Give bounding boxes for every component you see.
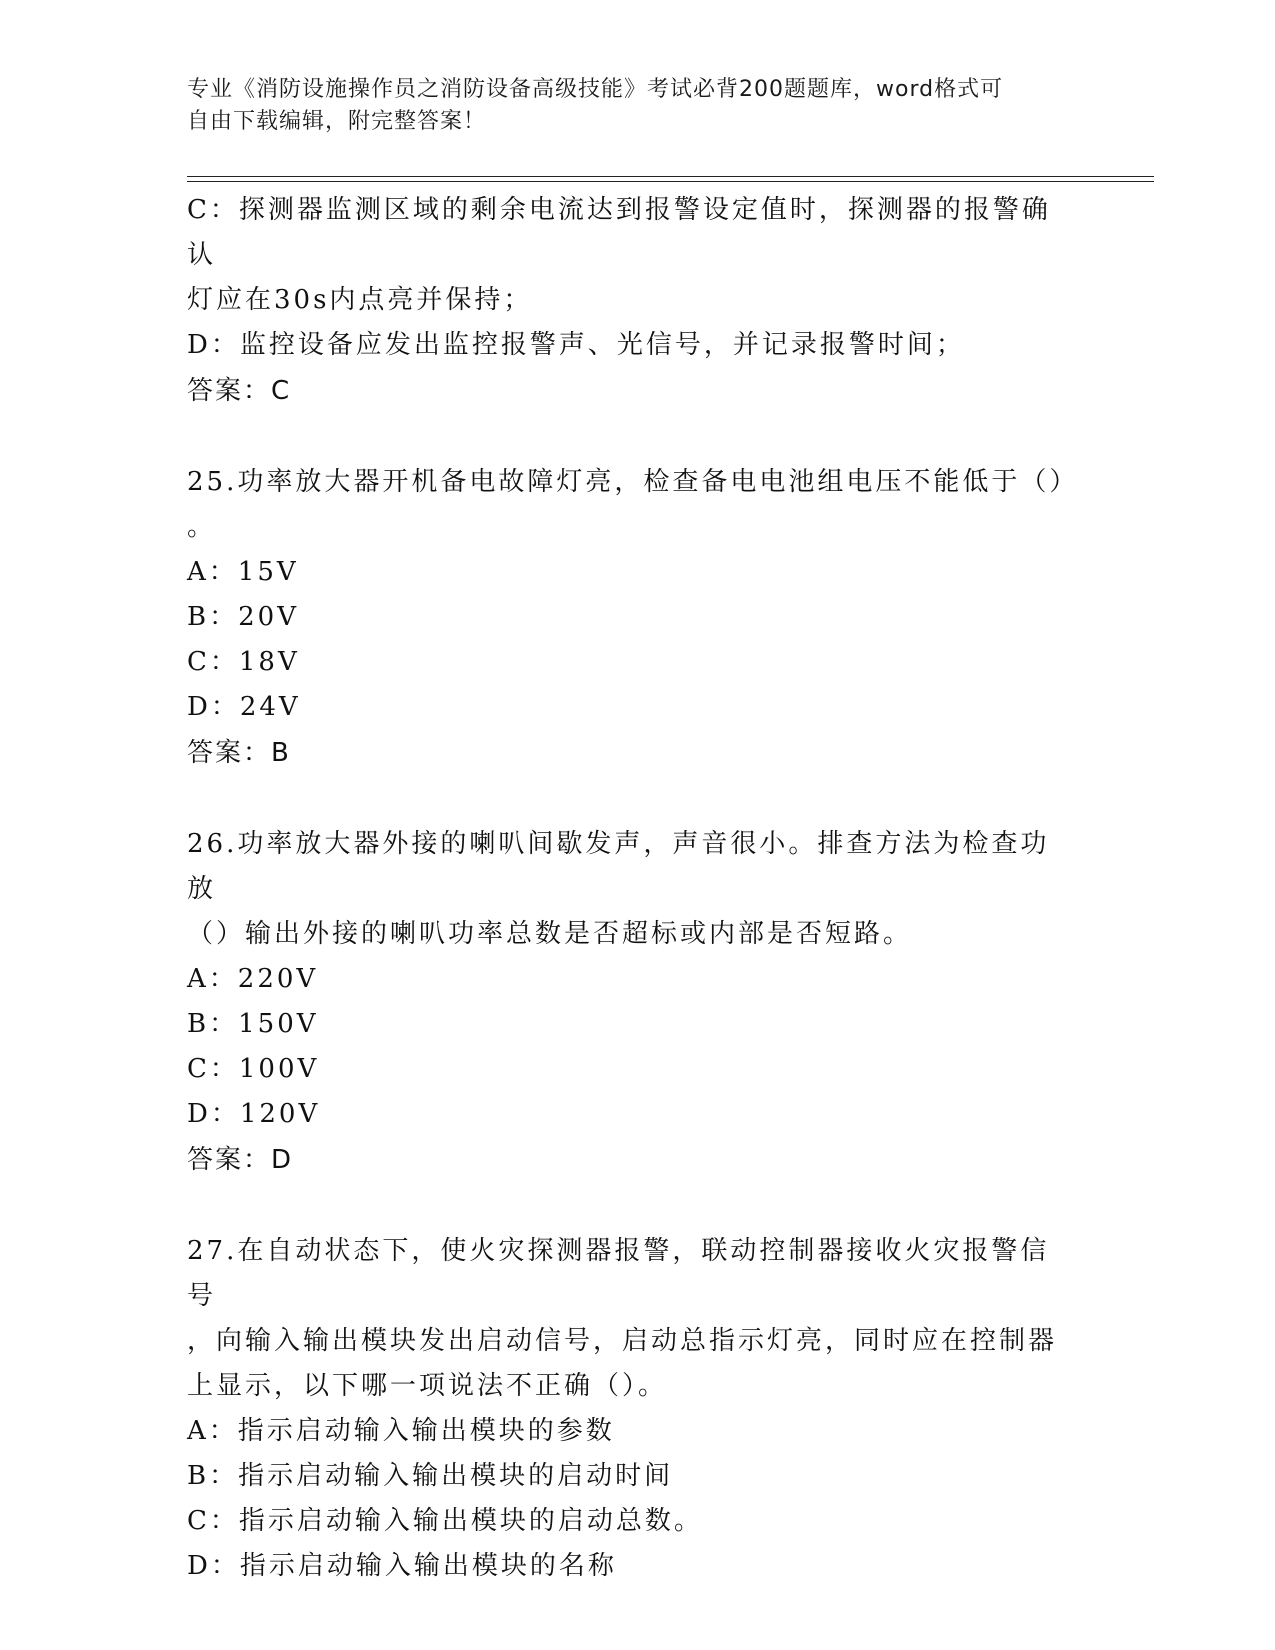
option-a: A：220V — [187, 964, 319, 994]
option-a: A：指示启动输入输出模块的参数 — [187, 1416, 615, 1446]
question-stem-line-2: ，向输入输出模块发出启动信号，启动总指示灯亮，同时应在控制器 — [187, 1326, 1058, 1356]
option-d: D：监控设备应发出监控报警声、光信号，并记录报警时间； — [187, 330, 965, 360]
option-c: C：100V — [187, 1054, 320, 1084]
option-c-line-2: 灯应在30s内点亮并保持； — [187, 285, 533, 315]
question-stem-line-1: 27.在自动状态下，使火灾探测器报警，联动控制器接收火灾报警信号 — [187, 1236, 1050, 1311]
question-24-continued — [187, 188, 1077, 414]
question-26 — [187, 822, 1077, 1183]
question-stem-line-2: （）输出外接的喇叭功率总数是否超标或内部是否短路。 — [187, 919, 913, 949]
spacer — [187, 1183, 1077, 1229]
option-c-line-1: C：探测器监测区域的剩余电流达到报警设定值时，探测器的报警确认 — [187, 195, 1051, 270]
question-stem-line-1: 26.功率放大器外接的喇叭间歇发声，声音很小。排查方法为检查功放 — [187, 829, 1050, 904]
answer: 答案：C — [187, 376, 292, 406]
document-header — [187, 74, 1067, 138]
header-title-line-1: 专业《消防设施操作员之消防设备高级技能》考试必背200题题库，word格式可 — [187, 77, 1004, 102]
question-stem-line-1: 25.功率放大器开机备电故障灯亮，检查备电电池组电压不能低于（） — [187, 467, 1079, 497]
spacer — [187, 776, 1077, 822]
option-c: C：18V — [187, 647, 300, 677]
question-stem-line-2: 。 — [187, 512, 217, 542]
option-b: B：指示启动输入输出模块的启动时间 — [187, 1461, 674, 1491]
option-b: B：150V — [187, 1009, 319, 1039]
option-c: C：指示启动输入输出模块的启动总数。 — [187, 1506, 703, 1536]
question-25 — [187, 460, 1077, 776]
option-b: B：20V — [187, 602, 299, 632]
option-d: D：24V — [187, 692, 301, 722]
answer: 答案：B — [187, 738, 291, 768]
option-a: A：15V — [187, 557, 299, 587]
option-d: D：120V — [187, 1099, 321, 1129]
document-body — [187, 188, 1077, 1589]
option-d: D：指示启动输入输出模块的名称 — [187, 1551, 617, 1581]
spacer — [187, 414, 1077, 460]
header-title-line-2: 自由下载编辑，附完整答案！ — [187, 109, 487, 134]
question-stem-line-3: 上显示，以下哪一项说法不正确（）。 — [187, 1371, 668, 1401]
question-27 — [187, 1229, 1077, 1589]
header-divider-bottom — [187, 181, 1154, 182]
header-divider-top — [187, 176, 1154, 177]
answer: 答案：D — [187, 1145, 294, 1175]
